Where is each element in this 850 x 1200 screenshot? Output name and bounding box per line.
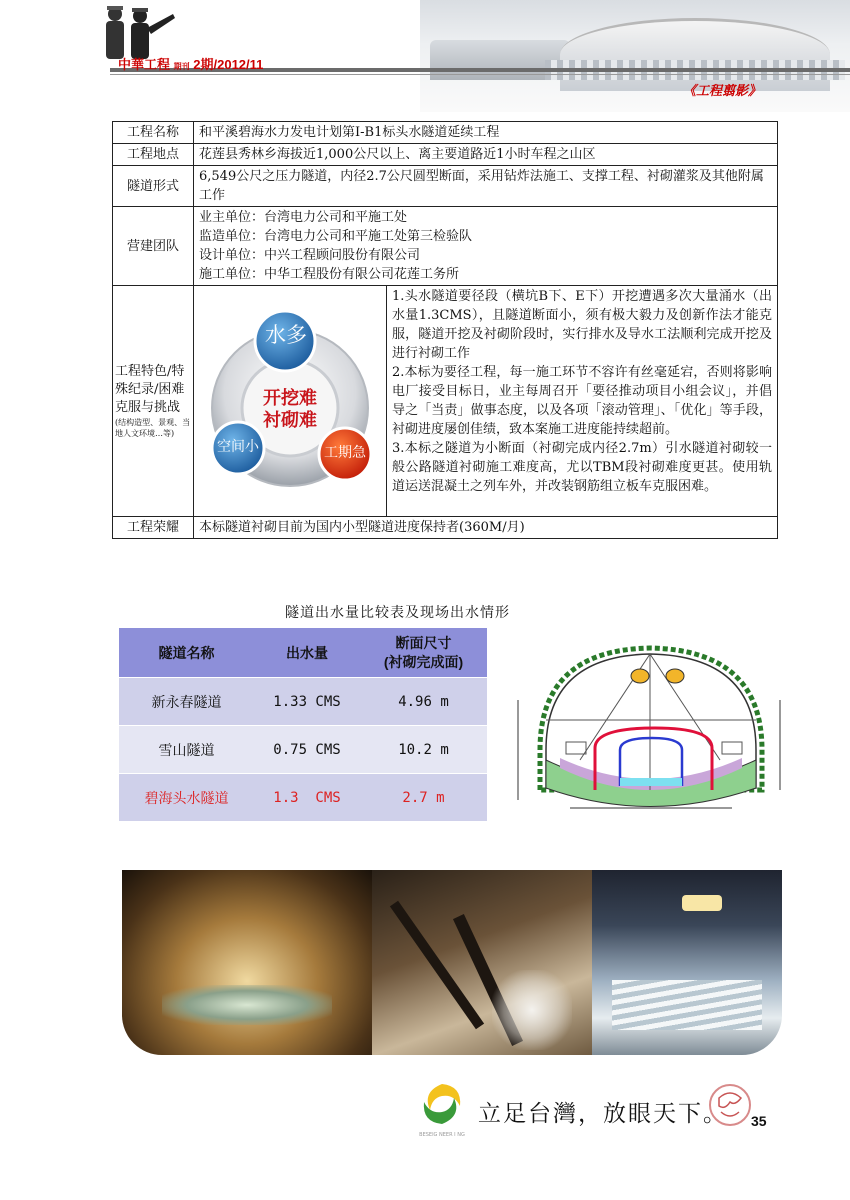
table-header-row [119,628,487,678]
row-label: 工程地点 [113,144,194,166]
cycle-center-line2: 衬砌难 [263,410,317,431]
features-content [194,286,778,517]
work-light [682,895,722,911]
company-logo-icon [414,1080,470,1140]
cycle-left-label: 空间小 [217,439,259,455]
header-flow: 出水量 [254,628,360,678]
project-info-table [112,121,778,539]
seal-stamp-icon [705,1080,755,1130]
tunnel-flow: 1.33 CMS [254,678,360,726]
table-row [113,166,778,207]
page-number: 35 [751,1113,767,1129]
footer-slogan: 立足台灣，放眼天下。 [478,1101,728,1127]
cycle-right-label: 工期急 [324,445,366,461]
feature-paragraph-2: 2.本标为要径工程，每一施工环节不容许有丝毫延宕，否则将影响电厂接受目标日，业主每周召开「要径推动项目小组会议」，并倡导之「当责」做事态度，以及各项「滚动管理」、「优化」等手段，衬砌进度屡创佳绩，致本案施工进度能持续超前。 [392,365,772,437]
features-label-cell [113,286,194,517]
tunnel-name: 新永春隧道 [119,678,254,726]
tunnel-size: 4.96 m [360,678,487,726]
tunnel-flow: 0.75 CMS [254,726,360,774]
team-designer: 设计单位：中兴工程顾问股份有限公司 [199,248,421,263]
header-size [360,628,487,678]
journal-small-label: 期刊 [173,62,190,71]
tunnel-size: 10.2 m [360,726,487,774]
tunnel-name: 雪山隧道 [119,726,254,774]
issue-number: 2期/2012/11 [193,57,264,72]
row-label: 工程名称 [113,122,194,144]
cycle-center-text [250,388,330,432]
journal-issue [118,54,263,73]
table-row [113,144,778,166]
table-row [113,517,778,539]
header-name: 隧道名称 [119,628,254,678]
difficulty-graphic-cell [194,286,387,516]
tunnel-flow: 1.3 CMS [254,774,360,822]
tunnel-size: 2.7 m [360,774,487,822]
header-size-line1: 断面尺寸 [395,634,452,651]
table-row [119,774,487,822]
row-label: 工程荣耀 [113,517,194,539]
table-row [119,678,487,726]
page-header [0,0,850,115]
features-label: 工程特色/特殊纪录/困难克服与挑战 [115,364,185,415]
feature-paragraph-1: 1.头水隧道要径段（横坑B下、E下）开挖遭遇多次大量涌水（出水量1.3CMS），且隧道断面小，须有极大毅力及创新作法才能克服，隧道开挖及衬砌阶段时，实行排水及导水工法顺利完成开挖及进行衬砌工作 [392,289,772,361]
journal-title: 中華工程 [118,57,171,72]
team-list [194,207,778,286]
team-supervisor: 监造单位：台湾电力公司和平施工处第三检验队 [199,229,473,244]
table-row [113,122,778,144]
difficulty-cycle-graphic [200,296,380,506]
cycle-top-label: 水多 [265,323,307,347]
row-value: 6,549公尺之压力隧道，内径2.7公尺圆型断面，采用钻炸法施工、支撑工程、衬砌灌浆及其他附属工作 [194,166,778,207]
row-value: 本标隧道衬砌目前为国内小型隧道进度保持者(360M/月) [194,517,778,539]
comparison-caption: 隧道出水量比较表及现场出水情形 [285,605,510,621]
row-label: 隧道形式 [113,166,194,207]
logo-text: BESEIG NEER I NG [419,1132,465,1138]
water-reflection [162,985,332,1025]
row-label: 营建团队 [113,207,194,286]
features-note: (结构造型、景观、当地人文环境…等) [115,418,191,438]
features-text [387,286,777,516]
water-spray [492,970,572,1050]
header-size-line2: (衬砌完成面) [383,653,464,670]
row-value: 花莲县秀林乡海拔近1,000公尺以上、离主要道路近1小时车程之山区 [194,144,778,166]
tunnel-cross-section-diagram [500,640,800,830]
team-contractor: 施工单位：中华工程股份有限公司花莲工务所 [199,267,460,282]
section-label: 《工程翦影》 [683,83,762,98]
tunnel-photo-strip [122,870,782,1055]
feature-paragraph-3: 3.本标之隧道为小断面（衬砌完成内径2.7m）引水隧道衬砌较一般公路隧道衬砌施工难度高，尤以TBM段衬砌难度更甚。使用轨道运送混凝土之列车外，并改装钢筋组立板车克服困难。 [392,441,772,494]
table-row [113,286,778,517]
tunnel-name: 碧海头水隧道 [119,774,254,822]
table-row [119,726,487,774]
flowing-water [612,980,762,1030]
cycle-center-line1: 开挖难 [263,388,317,409]
team-owner: 业主单位：台湾电力公司和平施工处 [199,210,408,225]
table-row [113,207,778,286]
tunnel-photo-3 [592,870,782,1055]
header-rule-thin [110,74,850,75]
row-value: 和平溪碧海水力发电计划第I-B1标头水隧道延续工程 [194,122,778,144]
drill-arm [390,901,484,1030]
tunnel-photo-2 [372,870,592,1055]
tunnel-comparison-table [119,628,487,822]
tunnel-photo-1 [122,870,372,1055]
